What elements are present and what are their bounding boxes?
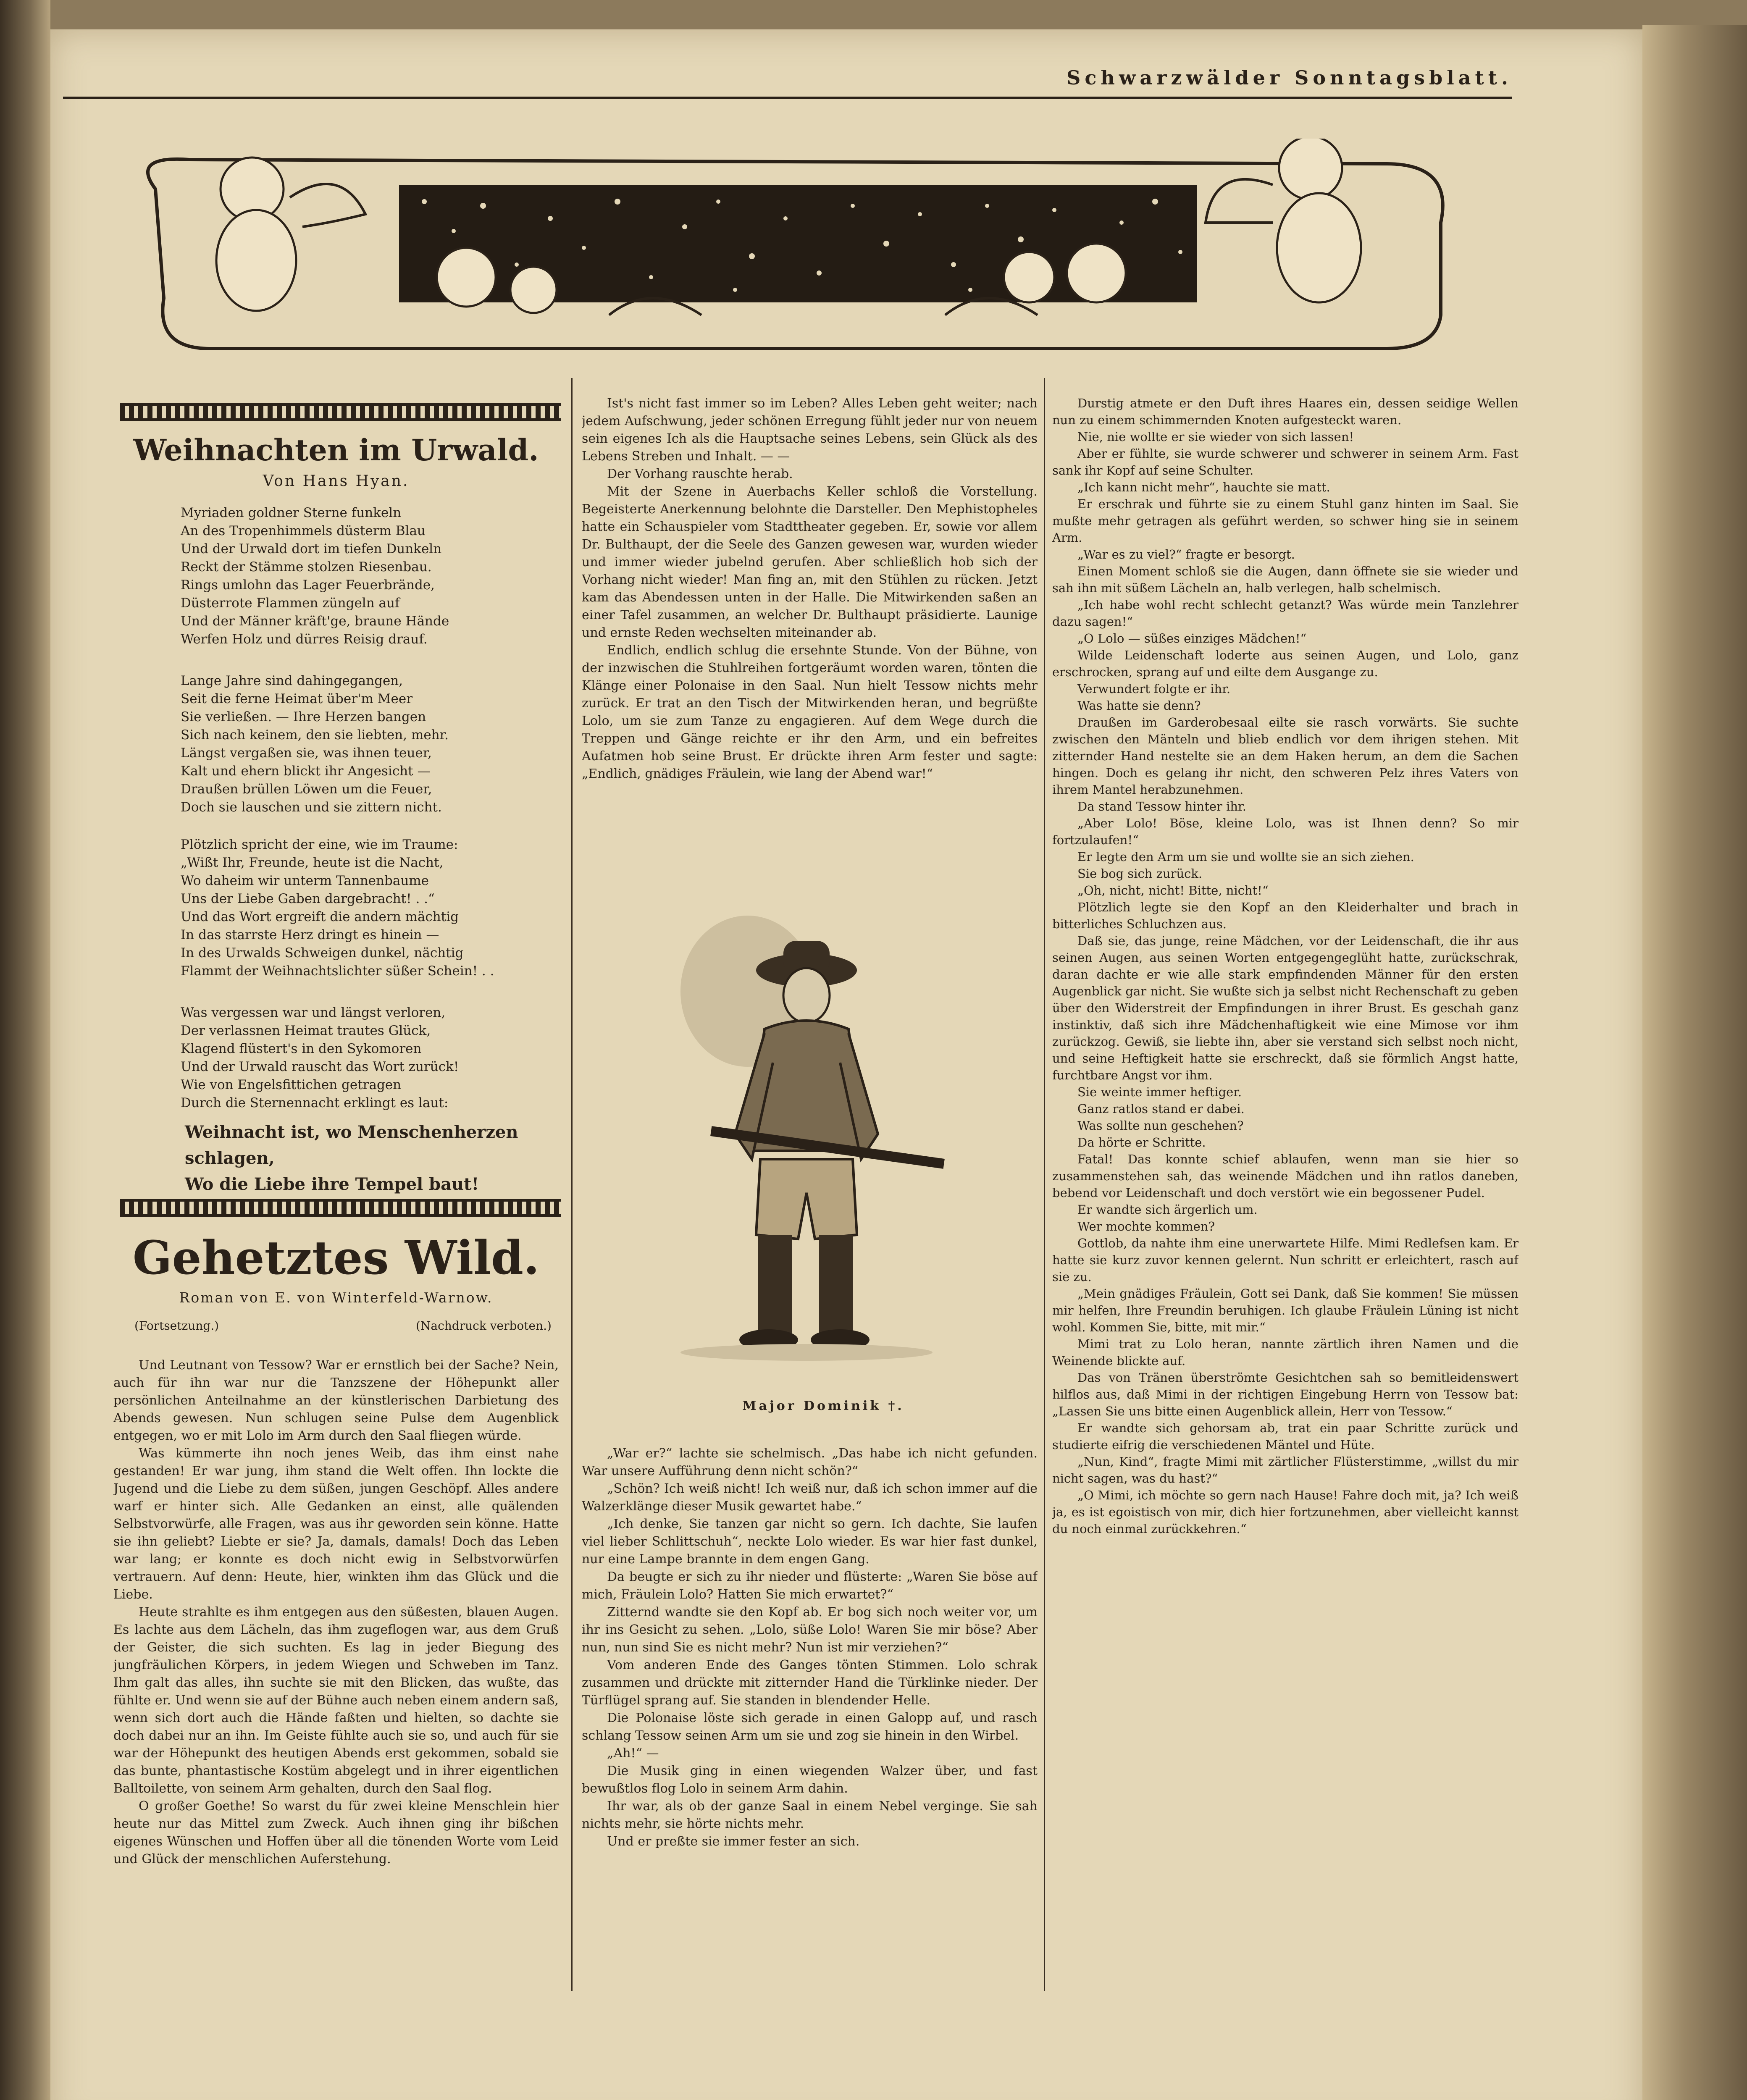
poem-line: Myriaden goldner Sterne funkeln — [181, 505, 402, 520]
paragraph: Was kümmerte ihn noch jenes Weib, das ihm einst nahe gestanden! Er war jung, ihm stand die Welt offen. Ihn lockte die Jugend und die Liebe zu dem süßen, jungen Geschöpf. Alles andere warf er hinter sich. Alle Gedanken an einst, alle quälenden Selbstvorwürfe, alle Fragen, was aus ihr geworden sein könne. Hatte sie ihn geliebt? Liebte er sie? Ja, damals, damals! Doch das Leben war lang; er konnte es doch nicht ewig in Selbstvorwürfen vertrauern. Auf denn: Heute, hier, winkten ihm das Glück und die Liebe. — [113, 1446, 559, 1602]
figure-caption: Major Dominik †. — [742, 1399, 904, 1413]
poem-stanza-2 — [181, 672, 559, 816]
paragraph: Da hörte er Schritte. — [1077, 1135, 1206, 1150]
poem-title: Weihnachten im Urwald. — [133, 433, 539, 467]
poem-line: Uns der Liebe Gaben dargebracht! . .“ — [181, 891, 435, 906]
paragraph: Durstig atmete er den Duft ihres Haares ein, dessen seidige Wellen nun zu einem schimmernden Knoten aufgesteckt waren. — [1052, 396, 1518, 427]
paragraph: „Ich kann nicht mehr“, hauchte sie matt. — [1077, 480, 1330, 494]
banner-illustration — [105, 139, 1470, 374]
book-spine — [0, 0, 50, 2100]
poem-line: Sie verließen. — Ihre Herzen bangen — [181, 709, 426, 724]
column-rule — [1044, 378, 1045, 1991]
paragraph: Das von Tränen überströmte Gesichtchen sah so bemitleidenswert hilflos aus, daß Mimi in der richtigen Eingebung Herrn von Tessow bat: „Lassen Sie uns bitte einen Augenblick allein, Herr von Tessow.“ — [1052, 1370, 1518, 1418]
paragraph: Fatal! Das konnte schief ablaufen, wenn man sie hier so zusammenstehen sah, das weinende Mädchen und ihn ratlos daneben, bebend vor Leidenschaft und doch verstört wie ein begossener Pudel. — [1052, 1152, 1518, 1200]
continuation-note: (Fortsetzung.) — [134, 1319, 219, 1333]
novel-column-2-bottom — [582, 1445, 1038, 1987]
paragraph: Sie bog sich zurück. — [1077, 866, 1203, 881]
novel-column-3 — [1052, 395, 1518, 1987]
paragraph: Vom anderen Ende des Ganges tönten Stimmen. Lolo schrak zusammen und drückte mit zitternder Hand die Türklinke nieder. Der Türflügel sprang auf. Sie standen in blendender Helle. — [582, 1658, 1038, 1708]
paragraph: O großer Goethe! So warst du für zwei kleine Menschlein hier heute nur das Mittel zum Zweck. Auch ihnen ging ihr bißchen eigenes Wünschen und Hoffen über all die tönenden Worte vom Leid und Glück der menschlichen Auferstehung. — [113, 1799, 559, 1866]
paragraph: Ist's nicht fast immer so im Leben? Alles Leben geht weiter; nach jedem Aufschwung, jeder schönen Erregung fühlt jeder nur von neuem sein eigenes Ich als die Hauptsache seines Lebens, sein Glück als des Lebens Streben und Inhalt. — — — [582, 396, 1038, 464]
paragraph: Sie weinte immer heftiger. — [1077, 1085, 1242, 1099]
poem-line: Flammt der Weihnachtslichter süßer Schein! . . — [181, 963, 494, 979]
running-head — [63, 50, 1512, 99]
poem-line: Werfen Holz und dürres Reisig drauf. — [181, 632, 428, 647]
paragraph: Er wandte sich gehorsam ab, trat ein paar Schritte zurück und studierte eifrig die verschiedenen Mäntel und Hüte. — [1052, 1421, 1518, 1452]
poem-stanza-1 — [181, 504, 559, 648]
paragraph: Ganz ratlos stand er dabei. — [1077, 1102, 1245, 1116]
poem-line: Und das Wort ergreift die andern mächtig — [181, 909, 459, 924]
paragraph: Wilde Leidenschaft loderte aus seinen Augen, und Lolo, ganz erschrocken, sprang auf und eilte dem Ausgange zu. — [1052, 648, 1518, 679]
paragraph: Ihr war, als ob der ganze Saal in einem Nebel verginge. Sie sah nichts mehr, sie hörte nichts mehr. — [582, 1799, 1038, 1831]
poem-line: Draußen brüllen Löwen um die Feuer, — [181, 782, 432, 797]
paragraph: Zitternd wandte sie den Kopf ab. Er bog sich noch weiter vor, um ihr ins Gesicht zu sehen. „Lolo, süße Lolo! Waren Sie mir böse? Aber nun, nun sind Sie es nicht mehr? Nun ist mir verziehen?“ — [582, 1605, 1038, 1655]
running-head-text: Schwarzwälder Sonntagsblatt. — [1067, 66, 1512, 89]
ornamental-rule — [120, 1199, 561, 1217]
poem-line: In das starrste Herz dringt es hinein — — [181, 927, 439, 942]
poem-line: An des Tropenhimmels düsterm Blau — [181, 523, 426, 538]
poem-line: Rings umlohn das Lager Feuerbrände, — [181, 578, 435, 593]
paragraph: Plötzlich legte sie den Kopf an den Kleiderhalter und brach in bitterliches Schluchzen aus. — [1052, 900, 1518, 931]
poem-line: Sich nach keinem, den sie liebten, mehr. — [181, 727, 449, 743]
paragraph: „War er?“ lachte sie schelmisch. „Das habe ich nicht gefunden. War unsere Aufführung denn nicht schön?“ — [582, 1446, 1038, 1478]
poem-line: In des Urwalds Schweigen dunkel, nächtig — [181, 945, 464, 961]
novel-subtitle: Roman von E. von Winterfeld-Warnow. — [179, 1289, 493, 1306]
paragraph: Einen Moment schloß sie die Augen, dann öffnete sie sie wieder und sah ihn mit süßem Lächeln an, halb verlegen, halb schelmisch. — [1052, 564, 1518, 595]
paragraph: „Mein gnädiges Fräulein, Gott sei Dank, daß Sie kommen! Sie müssen mir helfen, Ihre Freundin beruhigen. Ich glaube Fräulein Lüning ist nicht wohl. Kommen Sie, bitte, mit mir.“ — [1052, 1286, 1518, 1334]
paragraph: „Oh, nicht, nicht! Bitte, nicht!“ — [1077, 883, 1269, 898]
poem-line: Und der Männer kräft'ge, braune Hände — [181, 614, 449, 629]
poem-line: Düsterrote Flammen züngeln auf — [181, 596, 400, 611]
paragraph: „Nun, Kind“, fragte Mimi mit zärtlicher Flüsterstimme, „willst du mir nicht sagen, was du hast?“ — [1052, 1454, 1518, 1486]
poem-stanza-3 — [181, 836, 559, 980]
paragraph: Endlich, endlich schlug die ersehnte Stunde. Von der Bühne, von der inzwischen die Stuhlreihen fortgeräumt worden waren, tönten die Klänge einer Polonaise in den Saal. Nun hielt Tessow nichts mehr zurück. Er trat an den Tisch der Mitwirkenden heran, und begrüßte Lolo, um sie zum Tanze zu engagieren. Auf dem Wege durch die Treppen und Gänge reichte er ihr den Arm, und ein befreites Aufatmen hob seine Brust. Er drückte ihren Arm fester und sagte: „Endlich, gnädiges Fräulein, wie lang der Abend war!“ — [582, 643, 1038, 781]
novel-column-2-top — [582, 395, 1038, 907]
poem-line: Wo daheim wir unterm Tannenbaume — [181, 873, 429, 888]
paragraph: Da beugte er sich zu ihr nieder und flüsterte: „Waren Sie böse auf mich, Fräulein Lolo? Hatten Sie mich erwartet?“ — [582, 1570, 1038, 1602]
paragraph: „Ah!“ — — [607, 1746, 659, 1761]
paragraph: Die Musik ging in einen wiegenden Walzer über, und fast bewußtlos flog Lolo in seinem Arm dahin. — [582, 1764, 1038, 1796]
paragraph: „Ich denke, Sie tanzen gar nicht so gern. Ich dachte, Sie laufen viel lieber Schlittschuh“, neckte Lolo wieder. Es war hier fast dunkel, nur eine Lampe brannte in dem engen Gang. — [582, 1517, 1038, 1567]
paragraph: Der Vorhang rauschte herab. — [607, 467, 793, 481]
poem-line: Kalt und ehern blickt ihr Angesicht — — [181, 764, 431, 779]
paragraph: Er wandte sich ärgerlich um. — [1077, 1202, 1258, 1217]
paragraph: Verwundert folgte er ihr. — [1077, 682, 1231, 696]
novel-column-1 — [113, 1357, 559, 1987]
paragraph: „War es zu viel?“ fragte er besorgt. — [1077, 547, 1295, 562]
soldier-illustration — [638, 916, 1008, 1386]
poem-byline: Von Hans Hyan. — [263, 472, 410, 490]
paragraph: Gottlob, da nahte ihm eine unerwartete Hilfe. Mimi Redlefsen kam. Er hatte sie kurz zuvor kennen gelernt. Nun schritt er erleichtert, rasch auf sie zu. — [1052, 1236, 1518, 1284]
column-rule — [571, 378, 573, 1991]
poem-line: Lange Jahre sind dahingegangen, — [181, 673, 403, 688]
poem-line: „Wißt Ihr, Freunde, heute ist die Nacht, — [181, 855, 444, 870]
paragraph: „Schön? Ich weiß nicht! Ich weiß nur, daß ich schon immer auf die Walzerklänge dieser Musik gewartet habe.“ — [582, 1481, 1038, 1514]
poem-line: Und der Urwald dort im tiefen Dunkeln — [181, 541, 442, 556]
poem-line: Und der Urwald rauscht das Wort zurück! — [181, 1059, 459, 1074]
poem-line: Der verlassnen Heimat trautes Glück, — [181, 1023, 431, 1038]
paragraph: Heute strahlte es ihm entgegen aus den süßesten, blauen Augen. Es lachte aus dem Lächeln, das ihm zugeflogen war, aus dem Gruß der Geister, die sich suchten. Es lag in jeder Biegung des jungfräulichen Körpers, in jedem Wiegen und Schweben im Tanz. Ihm galt das alles, ihn suchte sie mit den Blicken, das wußte, das fühlte er. Und wenn sie auf der Bühne auch neben einem andern saß, wenn sich dort auch die Hände faßten und hielten, so dachte sie doch dabei nur an ihn. Im Geiste fühlte auch sie so, und auch für sie war der Höhepunkt des heutigen Abends erst gekommen, sobald sie das bunte, phantastische Kostüm abgelegt und in ihrer eigentlichen Balltoilette, von seinem Arm gehalten, durch den Saal flog. — [113, 1605, 559, 1796]
paragraph: Er legte den Arm um sie und wollte sie an sich ziehen. — [1077, 850, 1414, 864]
ornamental-rule — [120, 403, 561, 421]
poem-line: Durch die Sternennacht erklingt es laut: — [181, 1095, 449, 1110]
paragraph: Und Leutnant von Tessow? War er ernstlich bei der Sache? Nein, auch für ihn war nur die Tanzszene der Höhepunkt aller persönlichen Anteilnahme an der künstlerischen Darbietung des Abends gewesen. Nun schlugen seine Pulse dem Augenblick entgegen, wo er mit Lolo im Arm durch den Saal fliegen würde. — [113, 1358, 559, 1443]
paragraph: Daß sie, das junge, reine Mädchen, vor der Leidenschaft, die ihr aus seinen Augen, aus seinen Worten entgegengeglüht hatte, zurückschrak, daran dachte er wie alle stark empfindenden Männer für den ersten Augenblick gar nicht. Sie wußte sich ja selbst nicht Rechenschaft zu geben über den Widerstreit der Empfindungen in ihrer Brust. Es geschah ganz instinktiv, daß sich ihre Mädchenhaftigkeit wie eine Mimose vor ihm zurückzog. Gewiß, sie liebte ihn, aber sie verstand sich selbst noch nicht, und seine Heftigkeit hatte sie erschreckt, daß sie förmlich Angst hatte, furchtbare Angst vor ihm. — [1052, 934, 1518, 1082]
poem-line: Seit die ferne Heimat über'm Meer — [181, 691, 413, 706]
paragraph: Und er preßte sie immer fester an sich. — [607, 1834, 860, 1849]
paragraph: Mit der Szene in Auerbachs Keller schloß die Vorstellung. Begeisterte Anerkennung belohnte die Darsteller. Den Mephistopheles hatte ein Schauspieler vom Stadttheater gegeben. Er, sowie vor allem Dr. Bulthaupt, der die Seele des Ganzen gewesen war, wurden wieder und immer wieder jubelnd gerufen. Aber schließlich hob sich der Vorhang nicht wieder! Man fing an, mit den Stühlen zu rücken. Jetzt kam das Abendessen unten in der Halle. Die Mitwirkenden saßen an einer Tafel zusammen, an welcher Dr. Bulthaupt präsidierte. Launige und ernste Reden wechselten miteinander ab. — [582, 484, 1038, 640]
page-edge — [1642, 25, 1747, 2100]
paragraph: Da stand Tessow hinter ihr. — [1077, 799, 1246, 814]
paragraph: Draußen im Garderobesaal eilte sie rasch vorwärts. Sie suchte zwischen den Mänteln und blieb endlich vor dem ihrigen stehen. Mit zitternder Hand nestelte sie an dem Haken herum, an dem die Sachen hingen. Doch es gelang ihr nicht, den schweren Pelz ihres Vaters von ihrem Mantel herabzunehmen. — [1052, 715, 1518, 797]
poem-line: Wie von Engelsfittichen getragen — [181, 1077, 402, 1092]
reprint-note: (Nachdruck verboten.) — [416, 1319, 552, 1333]
poem-closing — [185, 1119, 563, 1197]
poem-line: Was vergessen war und längst verloren, — [181, 1005, 446, 1020]
paragraph: „O Lolo — süßes einziges Mädchen!“ — [1077, 631, 1307, 646]
poem-line: Doch sie lauschen und sie zittern nicht. — [181, 800, 442, 815]
poem-line: Plötzlich spricht der eine, wie im Traume: — [181, 837, 458, 852]
paragraph: „Ich habe wohl recht schlecht getanzt? Was würde mein Tanzlehrer dazu sagen!“ — [1052, 598, 1518, 629]
poem-closing-line: Wo die Liebe ihre Tempel baut! — [185, 1174, 479, 1194]
paragraph: „O Mimi, ich möchte so gern nach Hause! Fahre doch mit, ja? Ich weiß ja, es ist egoistisch von mir, dich hier fortzunehmen, aber vielleicht kannst du noch einmal zurückkehren.“ — [1052, 1488, 1518, 1536]
poem-stanza-4 — [181, 1004, 559, 1112]
novel-title: Gehetztes Wild. — [132, 1231, 540, 1285]
paragraph: Was hatte sie denn? — [1077, 698, 1201, 713]
poem-closing-line: Weihnacht ist, wo Menschenherzen schlagen, — [185, 1122, 518, 1168]
poem-line: Reckt der Stämme stolzen Riesenbau. — [181, 559, 432, 575]
poem-line: Klagend flüstert's in den Sykomoren — [181, 1041, 422, 1056]
paragraph: Aber er fühlte, sie wurde schwerer und schwerer in seinem Arm. Fast sank ihr Kopf auf seine Schulter. — [1052, 446, 1518, 478]
paragraph: Die Polonaise löste sich gerade in einen Galopp auf, und rasch schlang Tessow seinen Arm um sie und zog sie hinein in den Wirbel. — [582, 1711, 1038, 1743]
paragraph: Nie, nie wollte er sie wieder von sich lassen! — [1077, 430, 1354, 444]
poem-line: Längst vergaßen sie, was ihnen teuer, — [181, 746, 432, 761]
paragraph: Mimi trat zu Lolo heran, nannte zärtlich ihren Namen und die Weinende blickte auf. — [1052, 1337, 1518, 1368]
paragraph: Was sollte nun geschehen? — [1077, 1118, 1244, 1133]
paragraph: Wer mochte kommen? — [1077, 1219, 1215, 1234]
paragraph: Er erschrak und führte sie zu einem Stuhl ganz hinten im Saal. Sie mußte mehr getragen als geführt werden, so schwer hing sie in seinem Arm. — [1052, 497, 1518, 545]
paragraph: „Aber Lolo! Böse, kleine Lolo, was ist Ihnen denn? So mir fortzulaufen!“ — [1052, 816, 1518, 847]
